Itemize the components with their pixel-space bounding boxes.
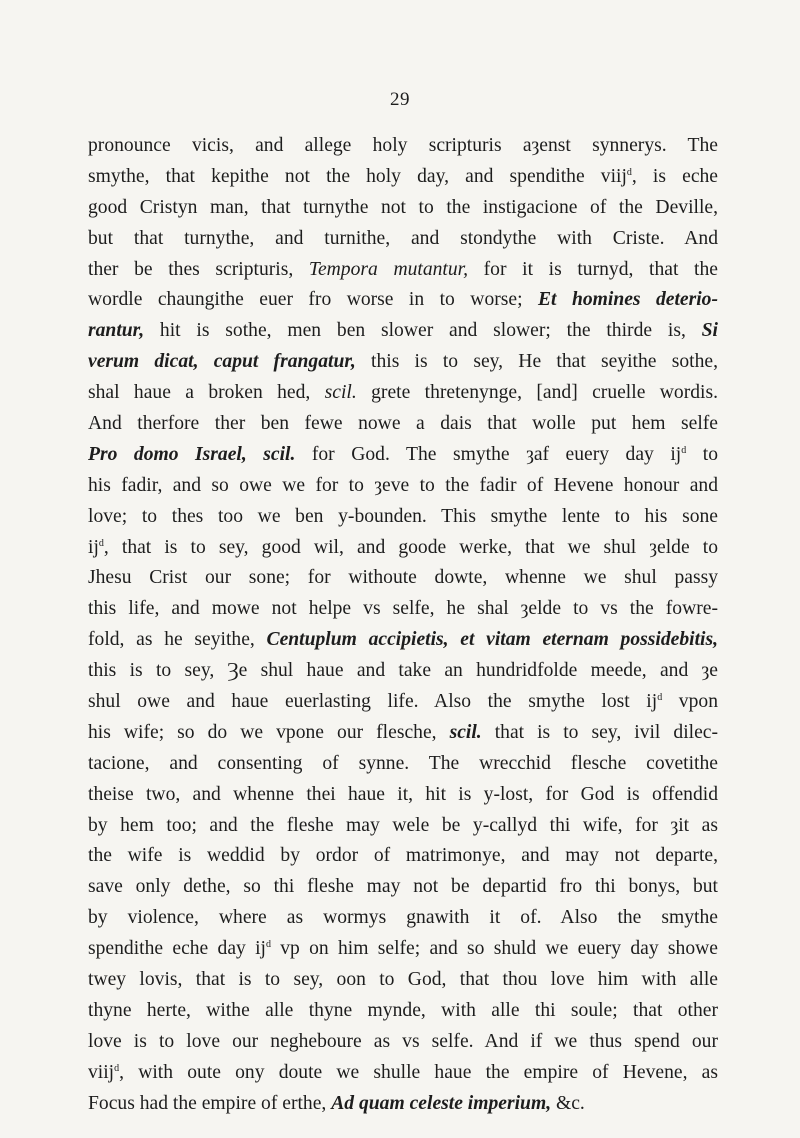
text-line <box>88 718 718 749</box>
text-segment: And therfore ther ben fewe nowe a dais that wolle put hem selfe <box>88 413 718 435</box>
text-line <box>88 131 718 162</box>
text-segment: this is to sey, He that seyithe sothe, <box>355 351 718 373</box>
text-segment: &c. <box>551 1092 585 1114</box>
text-segment: for God. The smythe ȝaf euery day ij <box>295 443 682 465</box>
text-line <box>88 1027 718 1058</box>
text-line <box>88 502 718 533</box>
page-number: 29 <box>390 89 410 110</box>
text-segment: thyne herte, withe alle thyne mynde, with alle thi soule; that other <box>88 999 718 1021</box>
text-segment: the wife is weddid by ordor of matrimonye, and may not departe, <box>88 845 718 867</box>
superscript: d <box>265 939 271 951</box>
superscript: d <box>657 692 663 704</box>
text-segment: viij <box>88 1061 115 1083</box>
text-segment: hit is sothe, men ben slower and slower; the thirde is, <box>144 320 702 342</box>
text-line <box>88 965 718 996</box>
text-line <box>88 687 718 718</box>
text-segment: Jhesu Crist our sone; for withoute dowte, whenne we shul passy <box>88 567 718 589</box>
text-segment: , is eche <box>631 165 719 187</box>
text-segment: good Cristyn man, that turnythe not to the instigacione of the Deville, <box>88 196 718 218</box>
text-line <box>88 563 718 594</box>
text-line <box>88 378 718 409</box>
text-line <box>88 1058 718 1089</box>
text-line <box>88 440 718 471</box>
text-line <box>88 193 718 224</box>
text-segment: tacione, and consenting of synne. The wrecchid flesche covetithe <box>88 752 718 774</box>
text-line <box>88 409 718 440</box>
text-line <box>88 224 718 255</box>
text-line <box>88 162 718 193</box>
superscript: d <box>681 444 687 456</box>
latin-phrase: Si <box>701 320 718 342</box>
text-line <box>88 934 718 965</box>
latin-phrase: scil. <box>449 721 482 743</box>
text-segment: to <box>686 443 718 465</box>
text-line <box>88 255 718 286</box>
text-line <box>88 872 718 903</box>
text-segment: love is to love our negheboure as vs selfe. And if we thus spend our <box>88 1030 718 1052</box>
text-line <box>88 471 718 502</box>
text-line <box>88 285 718 316</box>
text-line <box>88 347 718 378</box>
text-segment: , that is to sey, good wil, and goode werke, that we shul ȝelde to <box>103 536 718 558</box>
text-segment: that is to sey, ivil dilec- <box>481 721 719 743</box>
text-line <box>88 811 718 842</box>
text-segment: love; to thes too we ben y-bounden. This smythe lente to his sone <box>88 505 718 527</box>
text-segment: shul owe and haue euerlasting life. Also the smythe lost ij <box>88 691 658 713</box>
latin-phrase: verum dicat, caput frangatur, <box>88 351 356 373</box>
text-segment: for it is turnyd, that the <box>468 258 718 280</box>
text-segment: this life, and mowe not helpe vs selfe, he shal ȝelde to vs the fowre- <box>88 598 718 620</box>
text-segment: vpon <box>662 691 718 713</box>
text-line <box>88 903 718 934</box>
text-line <box>88 316 718 347</box>
superscript: d <box>98 537 104 549</box>
latin-phrase: Ad quam celeste imperium, <box>331 1092 552 1114</box>
latin-phrase: Tempora mutantur, <box>308 258 469 280</box>
superscript: d <box>626 166 632 178</box>
text-segment: , with oute ony doute we shulle haue the empire of Hevene, as <box>119 1061 718 1083</box>
text-line <box>88 1089 718 1120</box>
latin-phrase: scil. <box>324 382 357 404</box>
text-line <box>88 780 718 811</box>
text-segment: shal haue a broken hed, <box>88 382 325 404</box>
text-segment: by violence, where as wormys gnawith it of. Also the smythe <box>88 907 718 929</box>
text-segment: Focus had the empire of erthe, <box>88 1092 332 1114</box>
latin-phrase: Centuplum accipietis, et vitam eternam possidebitis, <box>266 629 718 651</box>
text-segment: vp on him selfe; and so shuld we euery day showe <box>270 938 718 960</box>
text-segment: twey lovis, that is to sey, oon to God, that thou love him with alle <box>88 969 718 991</box>
text-line <box>88 533 718 564</box>
text-segment: this is to sey, Ȝe shul haue and take an hundridfolde meede, and ȝe <box>88 660 718 682</box>
text-line <box>88 625 718 656</box>
text-segment: wordle chaungithe euer fro worse in to worse; <box>88 289 538 311</box>
latin-phrase: Pro domo Israel, scil. <box>88 443 296 465</box>
text-segment: his fadir, and so owe we for to ȝeve to the fadir of Hevene honour and <box>88 474 718 496</box>
text-line <box>88 594 718 625</box>
text-segment: ther be thes scripturis, <box>88 258 309 280</box>
text-segment: ij <box>88 536 99 558</box>
text-segment: smythe, that kepithe not the holy day, and spendithe viij <box>88 165 627 187</box>
text-segment: his wife; so do we vpone our flesche, <box>88 721 450 743</box>
latin-phrase: Et homines deterio- <box>537 289 719 311</box>
text-segment: fold, as he seyithe, <box>88 629 267 651</box>
text-segment: pronounce vicis, and allege holy scripturis aȝenst synnerys. The <box>88 135 718 156</box>
text-segment: by hem too; and the fleshe may wele be y-callyd thi wife, for ȝit as <box>88 814 718 836</box>
text-line <box>88 749 718 780</box>
latin-phrase: rantur, <box>88 320 145 342</box>
text-segment: theise two, and whenne thei haue it, hit is y-lost, for God is offendid <box>88 783 718 805</box>
text-segment: but that turnythe, and turnithe, and stondythe with Criste. And <box>88 227 718 249</box>
text-segment: save only dethe, so thi fleshe may not be departid fro thi bonys, but <box>88 876 718 898</box>
text-line <box>88 841 718 872</box>
text-segment: grete thretenynge, [and] cruelle wordis. <box>356 382 718 404</box>
text-line <box>88 656 718 687</box>
text-line <box>88 996 718 1027</box>
superscript: d <box>114 1062 120 1074</box>
body-text <box>88 131 718 1120</box>
text-segment: spendithe eche day ij <box>88 938 266 960</box>
